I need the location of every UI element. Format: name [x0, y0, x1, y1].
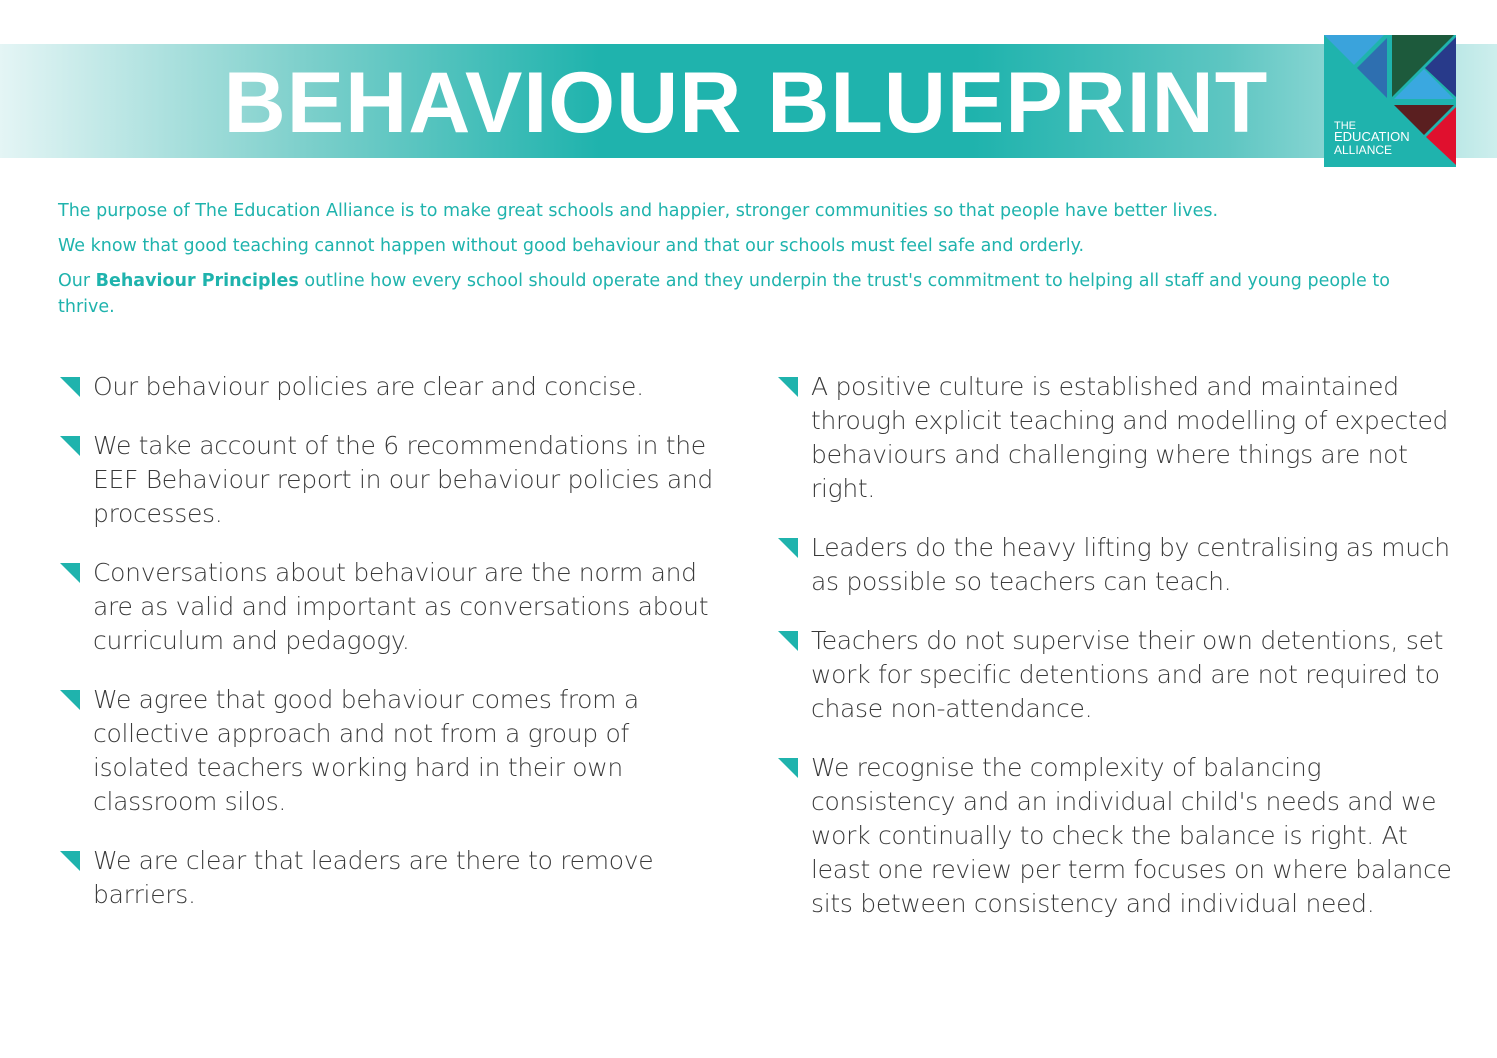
list-item: A positive culture is established and maintained through explicit teaching and modelling of expected behaviours and challenging where things are not right.	[778, 370, 1458, 506]
triangle-bullet-icon	[778, 758, 798, 778]
list-item: We agree that good behaviour comes from a collective approach and not from a group of isolated teachers working hard in their own classroom silos.	[60, 683, 720, 819]
logo-line-3: ALLIANCE	[1334, 143, 1393, 157]
triangle-bullet-icon	[60, 563, 80, 583]
behaviour-principles-bold: Behaviour Principles	[95, 271, 299, 291]
list-item: We recognise the complexity of balancing consistency and an individual child's needs and we work continually to check the balance is right. At least one review per term focuses on where balance sits between consistency and individual need.	[778, 751, 1458, 921]
list-item: We are clear that leaders are there to remove barriers.	[60, 844, 720, 912]
list-item: Our behaviour policies are clear and concise.	[60, 370, 720, 404]
intro-paragraph-2: We know that good teaching cannot happen without good behaviour and that our schools must feel safe and orderly.	[58, 236, 1085, 256]
triangle-bullet-icon	[60, 377, 80, 397]
intro-paragraph-1: The purpose of The Education Alliance is to make great schools and happier, stronger communities so that people have better lives.	[58, 201, 1219, 221]
page-title: BEHAVIOUR BLUEPRINT	[223, 55, 1269, 151]
triangle-bullet-icon	[778, 631, 798, 651]
triangle-bullet-icon	[60, 851, 80, 871]
triangle-bullet-icon	[60, 690, 80, 710]
education-alliance-logo	[1324, 35, 1456, 167]
triangle-bullet-icon	[60, 436, 80, 456]
triangle-bullet-icon	[778, 538, 798, 558]
intro	[58, 198, 1418, 329]
logo-line-2: EDUCATION	[1334, 129, 1410, 144]
principles-right-column	[778, 370, 1458, 946]
intro-paragraph-3: Our Behaviour Principles outline how every school should operate and they underpin the trust's commitment to helping all staff and young people to thrive.	[58, 271, 1390, 317]
principles-left-column	[60, 370, 720, 937]
logo-line-1: THE	[1334, 120, 1356, 132]
triangle-bullet-icon	[778, 377, 798, 397]
list-item: We take account of the 6 recommendations in the EEF Behaviour report in our behaviour policies and processes.	[60, 429, 720, 531]
list-item: Conversations about behaviour are the norm and are as valid and important as conversations about curriculum and pedagogy.	[60, 556, 720, 658]
list-item: Leaders do the heavy lifting by centralising as much as possible so teachers can teach.	[778, 531, 1458, 599]
list-item: Teachers do not supervise their own detentions, set work for specific detentions and are not required to chase non-attendance.	[778, 624, 1458, 726]
